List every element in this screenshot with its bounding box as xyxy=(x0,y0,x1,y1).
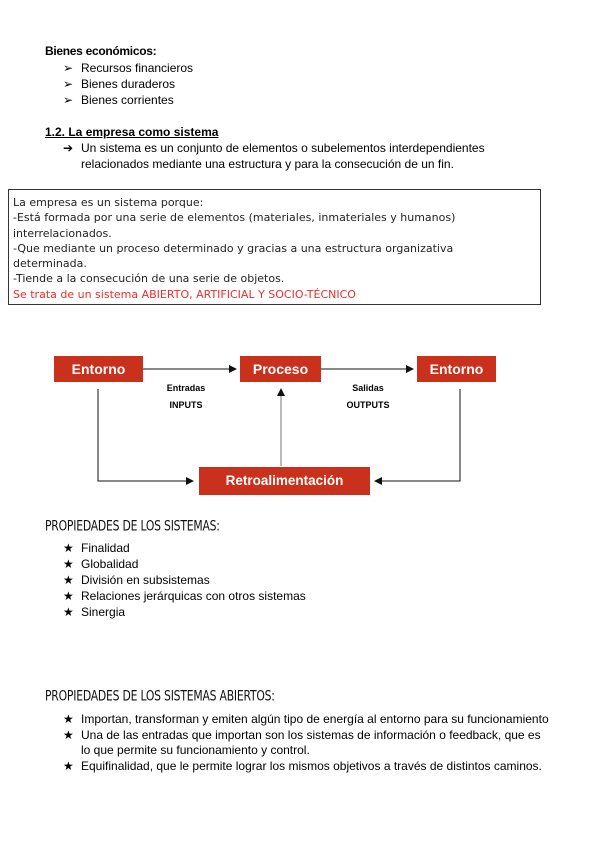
star-bullet-icon: ★ xyxy=(63,589,74,603)
star-bullet-icon: ★ xyxy=(63,759,74,773)
list-item: ★ Globalidad xyxy=(63,557,139,571)
node-proceso: Proceso xyxy=(240,356,321,382)
arrowhead-bullet-icon: ➢ xyxy=(63,61,74,75)
list-item: ★ Equifinalidad, que le permite lograr los mismos objetivos a través de distintos caminos. xyxy=(63,759,542,773)
star-bullet-icon: ★ xyxy=(63,557,74,571)
box-line: -Tiende a la consecución de una serie de objetos. xyxy=(13,272,285,286)
section-title: 1.2. La empresa como sistema xyxy=(45,125,219,139)
label-salidas: Salidas xyxy=(352,383,384,393)
star-bullet-icon: ★ xyxy=(63,605,74,619)
label-inputs: INPUTS xyxy=(169,400,203,410)
list-item: ➢ Recursos financieros xyxy=(63,61,194,75)
open-properties-title: PROPIEDADES DE LOS SISTEMAS ABIERTOS: xyxy=(45,688,275,705)
star-bullet-icon: ★ xyxy=(63,541,74,555)
definition-line: Un sistema es un conjunto de elementos o subelementos interdependientes xyxy=(81,141,485,155)
star-bullet-icon: ★ xyxy=(63,712,74,726)
box-highlight: Se trata de un sistema ABIERTO, ARTIFICIAL Y SOCIO-TÉCNICO xyxy=(13,287,356,301)
list-item: ★ Una de las entradas que importan son los sistemas de información o feedback, que es xyxy=(63,728,541,742)
star-bullet-icon: ★ xyxy=(63,728,74,742)
arrowhead-bullet-icon: ➢ xyxy=(63,77,74,91)
box-line: -Que mediante un proceso determinado y gracias a una estructura organizativa xyxy=(13,241,454,255)
box-line: interrelacionados. xyxy=(13,226,112,240)
list-item-continuation: lo que permite su funcionamiento y control. xyxy=(81,743,310,757)
list-item: ➢ Bienes duraderos xyxy=(63,77,176,91)
list-item: ★ Importan, transforman y emiten algún tipo de energía al entorno para su funcionamiento xyxy=(63,712,549,726)
star-bullet-icon: ★ xyxy=(63,573,74,587)
label-entradas: Entradas xyxy=(166,383,206,393)
node-entorno-right: Entorno xyxy=(417,356,496,382)
list-item: ★ Sinergia xyxy=(63,605,126,619)
node-entorno-left: Entorno xyxy=(54,356,143,382)
definition-line: relacionados mediante una estructura y para la consecución de un fin. xyxy=(81,157,454,171)
label-outputs: OUTPUTS xyxy=(346,400,390,410)
node-retroalimentacion: Retroalimentación xyxy=(199,467,370,495)
arrowhead-bullet-icon: ➢ xyxy=(63,93,74,107)
list-item: ➢ Bienes corrientes xyxy=(63,93,174,107)
list-item: ★ Finalidad xyxy=(63,541,130,555)
arrow-bullet-icon: ➔ xyxy=(63,141,74,155)
economic-goods-title: Bienes económicos: xyxy=(45,44,157,58)
box-line: -Está formada por una serie de elementos (materiales, inmateriales y humanos) xyxy=(13,211,456,225)
box-line: La empresa es un sistema porque: xyxy=(13,196,204,209)
list-item: ★ División en subsistemas xyxy=(63,573,210,587)
list-item: ★ Relaciones jerárquicas con otros sistemas xyxy=(63,589,306,603)
box-line: determinada. xyxy=(13,257,87,271)
properties-title: PROPIEDADES DE LOS SISTEMAS: xyxy=(45,518,220,535)
